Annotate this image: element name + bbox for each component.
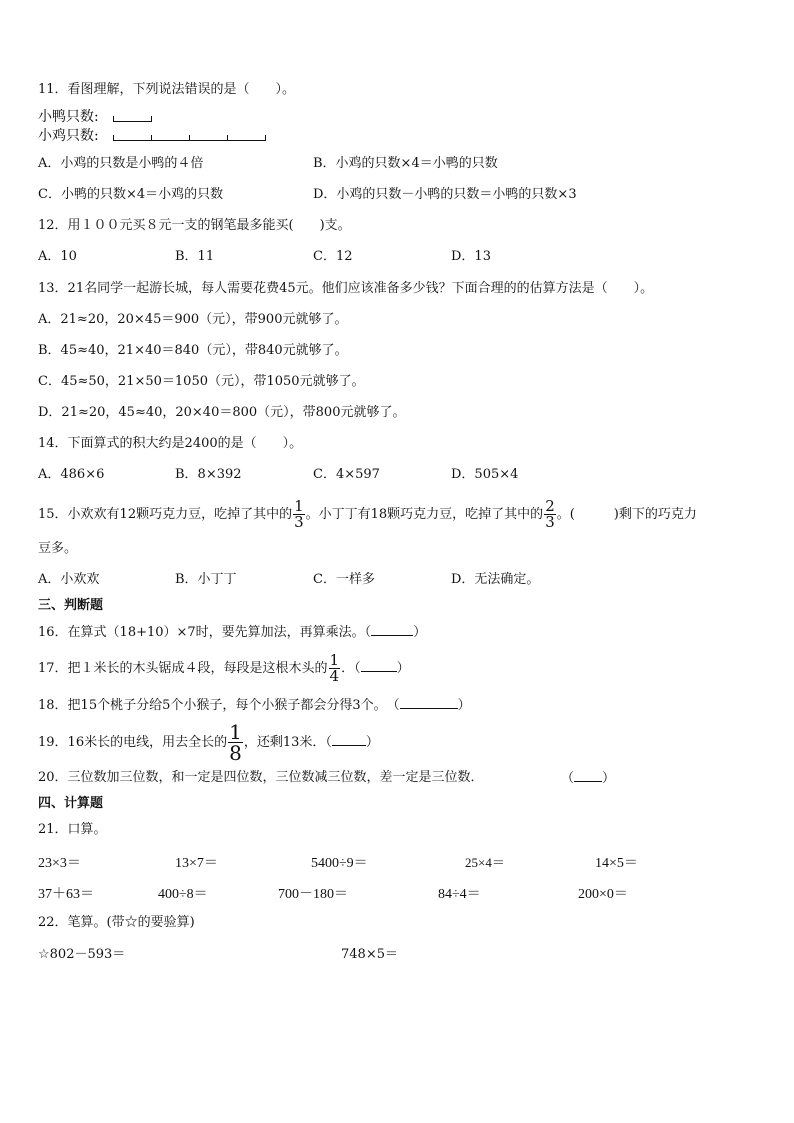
question-13-stem: 13．21名同学一起游长城，每人需要花费45元。他们应该准备多少钱？下面合理的的估算方法是（ ）。 [38, 281, 654, 296]
closing-paren: ） [457, 698, 471, 713]
oral-calc-item[interactable]: 400÷8＝ [158, 887, 208, 902]
closing-paren: ） [602, 771, 616, 786]
question-15-option-c[interactable]: C．一样多 [313, 572, 375, 587]
question-17-text-2: ．（ [341, 661, 361, 676]
question-15-text-2: 。小丁丁有18颗巧克力豆，吃掉了其中的 [305, 507, 544, 522]
fraction-denominator: 4 [329, 667, 340, 685]
answer-blank[interactable] [400, 696, 458, 709]
fraction-numerator: 1 [294, 497, 304, 515]
written-calc-item[interactable]: ☆802－593＝ [38, 947, 126, 962]
question-22-stem: 22．笔算。(带☆的要验算) [38, 915, 195, 930]
fraction-two-thirds [544, 499, 556, 530]
question-12-option-a[interactable]: A．10 [38, 249, 77, 264]
fraction-numerator: 1 [229, 720, 242, 744]
question-13-option-a[interactable]: A．21≈20，20×45＝900（元），带900元就够了。 [38, 312, 348, 327]
oral-calc-item[interactable]: 14×5＝ [595, 856, 638, 871]
question-19 [38, 722, 379, 763]
chick-bar-segment [189, 135, 228, 141]
section-4-heading: 四、计算题 [38, 796, 104, 811]
fraction-denominator: 3 [545, 513, 555, 531]
question-19-text-2: ，还剩13米．（ [243, 735, 332, 750]
question-16-text: 16．在算式（18+10）×7时，要先算加法，再算乘法。（ [38, 625, 372, 640]
oral-calc-item[interactable]: 700－180＝ [278, 887, 348, 902]
opening-paren: （ [561, 771, 575, 786]
chick-bar-segment [151, 135, 190, 141]
question-18 [38, 696, 471, 715]
question-15-text-1: 15．小欢欢有12颗巧克力豆，吃掉了其中的 [38, 507, 293, 522]
question-19-text: 19．16米长的电线，用去全长的 [38, 735, 228, 750]
question-14-stem: 14．下面算式的积大约是2400的是（ ）。 [38, 436, 303, 451]
written-calc-item[interactable]: 748×5＝ [341, 947, 398, 962]
closing-paren: ） [365, 735, 379, 750]
fraction-numerator: 2 [545, 497, 555, 515]
oral-calc-item[interactable]: 13×7＝ [175, 856, 218, 871]
duck-count-label: 小鸭只数: [38, 109, 99, 125]
question-17-text: 17．把１米长的木头锯成４段，每段是这根木头的 [38, 661, 328, 676]
question-15-option-d[interactable]: D．无法确定。 [451, 572, 540, 587]
question-20 [38, 769, 484, 787]
oral-calc-item[interactable]: 25×4＝ [465, 855, 505, 870]
fraction-denominator: 3 [294, 513, 304, 531]
fraction-denominator: 8 [229, 741, 242, 765]
fraction-one-eighth [228, 722, 243, 763]
section-3-heading: 三、判断题 [38, 598, 104, 613]
question-20-answer [561, 769, 615, 788]
question-13-option-d[interactable]: D．21≈20，45≈40，20×40＝800（元），带800元就够了。 [38, 405, 406, 420]
fraction-numerator: 1 [329, 651, 340, 669]
question-11-option-c[interactable]: C．小鸭的只数×4＝小鸡的只数 [38, 187, 224, 202]
question-14-option-b[interactable]: B．8×392 [175, 467, 242, 482]
chick-count-label: 小鸡只数: [38, 128, 99, 144]
closing-paren: ） [396, 661, 410, 676]
answer-blank[interactable] [332, 733, 366, 746]
oral-calc-item[interactable]: 23×3＝ [38, 856, 81, 871]
question-11-stem: 11．看图理解，下列说法错误的是（ ）。 [38, 82, 296, 97]
fraction-one-third [293, 499, 305, 530]
question-14-option-c[interactable]: C．4×597 [313, 467, 380, 482]
question-12-option-b[interactable]: B．11 [175, 249, 215, 264]
question-13-option-c[interactable]: C．45≈50，21×50＝1050（元），带1050元就够了。 [38, 374, 365, 389]
closing-paren: ） [413, 625, 427, 640]
oral-calc-item[interactable]: 37＋63＝ [38, 887, 94, 902]
question-12-option-c[interactable]: C．12 [313, 249, 353, 264]
question-15-option-a[interactable]: A．小欢欢 [38, 572, 100, 587]
question-12-option-d[interactable]: D．13 [451, 249, 491, 264]
question-11-option-d[interactable]: D．小鸡的只数－小鸭的只数＝小鸭的只数×3 [313, 187, 577, 202]
question-15-stem [38, 497, 697, 533]
question-15-text-3: 。( )剩下的巧克力 [556, 507, 697, 522]
question-15-option-b[interactable]: B．小丁丁 [175, 572, 237, 587]
chick-bar-segment [227, 135, 266, 141]
question-14-option-a[interactable]: A．486×6 [38, 467, 105, 482]
answer-blank[interactable] [361, 659, 397, 672]
question-16 [38, 623, 426, 642]
question-15-stem-line-2: 豆多。 [38, 541, 78, 556]
answer-blank[interactable] [371, 623, 413, 636]
question-21-stem: 21．口算。 [38, 822, 107, 837]
question-17 [38, 652, 410, 686]
question-11-option-b[interactable]: B．小鸡的只数×4＝小鸭的只数 [313, 156, 498, 171]
oral-calc-item[interactable]: 84÷4＝ [438, 887, 481, 902]
question-18-text: 18．把15个桃子分给5个小猴子，每个小猴子都会分得3个。 （ [38, 698, 400, 713]
question-20-text: 20．三位数加三位数，和一定是四位数，三位数减三位数，差一定是三位数． [38, 770, 484, 785]
chick-bar-segment [113, 135, 152, 141]
question-13-option-b[interactable]: B．45≈40，21×40＝840（元），带840元就够了。 [38, 343, 348, 358]
fraction-one-quarter [329, 653, 341, 684]
question-14-option-d[interactable]: D．505×4 [451, 467, 519, 482]
question-12-stem: 12．用１００元买８元一支的钢笔最多能买( )支。 [38, 218, 351, 233]
question-11-option-a[interactable]: A．小鸡的只数是小鸭的４倍 [38, 156, 204, 171]
answer-blank[interactable] [574, 769, 602, 782]
oral-calc-item[interactable]: 200×0＝ [578, 887, 628, 902]
duck-bar [113, 116, 152, 122]
oral-calc-item[interactable]: 5400÷9＝ [311, 856, 368, 871]
